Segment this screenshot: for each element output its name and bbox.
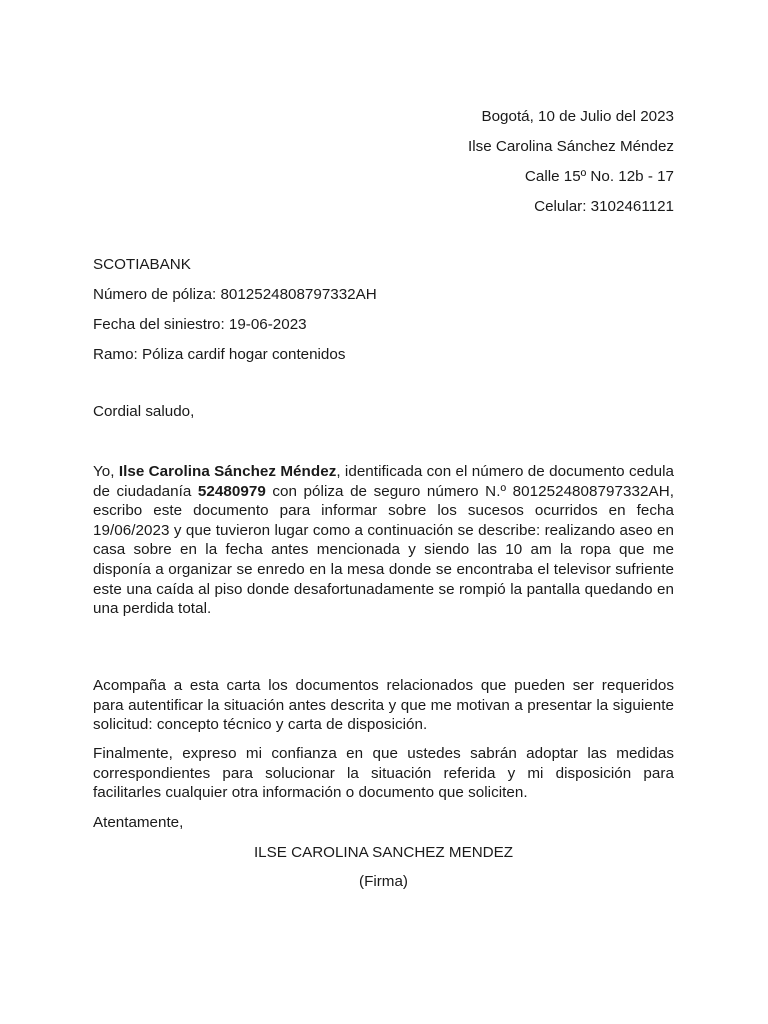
recipient-company: SCOTIABANK [93, 256, 191, 273]
recipient-line: Ramo: Póliza cardif hogar contenidos [93, 346, 346, 363]
signature-name: ILSE CAROLINA SANCHEZ MENDEZ [253, 844, 514, 861]
closing: Atentamente, [93, 814, 184, 831]
recipient-policy-number: Número de póliza: 8012524808797332AH [93, 286, 377, 303]
sender-phone: Celular: 3102461121 [534, 198, 674, 215]
body-paragraph-2: Acompaña a esta carta los documentos relacionados que pueden ser requeridos para autentificar la situación antes descrita y que me motivan a presentar la siguiente solicitud: concepto técnico y carta de disposición. [93, 677, 674, 734]
body-p1-text-3: con póliza de seguro número N.º 8012524808797332AH, escribo este documento para informar sobre los sucesos ocurridos en fecha 19/06/2023 y que tuvieron lugar como a continuación se describe: realizando aseo en casa sobre en la fecha antes mencionada y siendo las 10 am la ropa que me disponía a organizar se enredo en la mesa donde se encontraba el televisor sufriente este una caída al piso donde desafortunadamente se rompió la pantalla quedando en una perdida total. [93, 482, 674, 618]
body-paragraph-3: Finalmente, expreso mi confianza en que ustedes sabrán adoptar las medidas correspondientes para solucionar la situación referida y mi disposición para facilitarles cualquier otra información o documento que soliciten. [93, 745, 674, 802]
body-p1-id-number: 52480979 [197, 482, 266, 500]
sender-place-date: Bogotá, 10 de Julio del 2023 [481, 108, 674, 125]
body-paragraph-1 [93, 462, 674, 619]
body-p1-name: Ilse Carolina Sánchez Méndez [118, 463, 337, 480]
signature-label: (Firma) [359, 873, 408, 890]
greeting: Cordial saludo, [93, 403, 195, 420]
sender-address: Calle 15º No. 12b - 17 [524, 168, 674, 185]
body-p1-text-2: , identificada con el número de documento cedula de ciudadanía [93, 463, 674, 500]
recipient-incident-date: Fecha del siniestro: 19-06-2023 [93, 316, 307, 333]
sender-name: Ilse Carolina Sánchez Méndez [468, 138, 674, 155]
body-p1-text-1: Yo, [93, 463, 119, 480]
